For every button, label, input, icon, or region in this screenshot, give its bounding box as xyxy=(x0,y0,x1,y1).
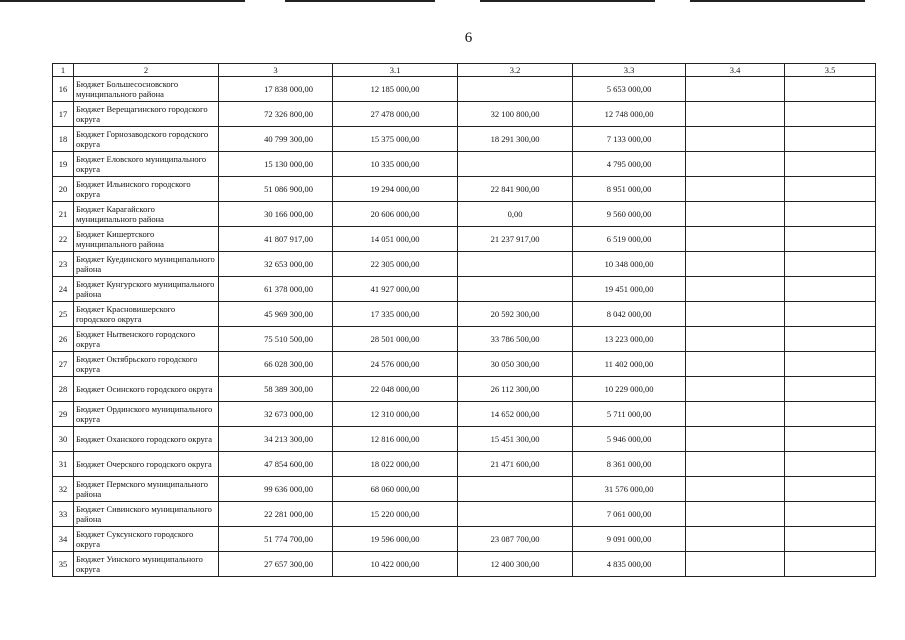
amount-col-3-cell: 17 838 000,00 xyxy=(219,77,333,102)
row-number-cell: 32 xyxy=(53,477,74,502)
budget-name-cell: Бюджет Ильинского городского округа xyxy=(74,177,219,202)
amount-col-3-4-cell xyxy=(686,352,785,377)
budget-name-cell: Бюджет Еловского муниципального округа xyxy=(74,152,219,177)
table-row xyxy=(53,302,876,327)
amount-col-3-cell: 15 130 000,00 xyxy=(219,152,333,177)
amount-col-3-cell: 30 166 000,00 xyxy=(219,202,333,227)
amount-col-3-4-cell xyxy=(686,477,785,502)
table-row xyxy=(53,352,876,377)
amount-col-3-2-cell xyxy=(458,77,573,102)
amount-col-3-4-cell xyxy=(686,427,785,452)
amount-col-3-1-cell: 28 501 000,00 xyxy=(333,327,458,352)
amount-col-3-2-cell: 14 652 000,00 xyxy=(458,402,573,427)
row-number-cell: 33 xyxy=(53,502,74,527)
table-row xyxy=(53,502,876,527)
amount-col-3-cell: 47 854 600,00 xyxy=(219,452,333,477)
column-header: 3 xyxy=(219,64,333,77)
row-number-cell: 29 xyxy=(53,402,74,427)
amount-col-3-2-cell xyxy=(458,152,573,177)
amount-col-3-4-cell xyxy=(686,102,785,127)
amount-col-3-1-cell: 19 294 000,00 xyxy=(333,177,458,202)
amount-col-3-2-cell xyxy=(458,502,573,527)
table-row xyxy=(53,102,876,127)
row-number-cell: 21 xyxy=(53,202,74,227)
amount-col-3-3-cell: 6 519 000,00 xyxy=(573,227,686,252)
column-header: 3.3 xyxy=(573,64,686,77)
amount-col-3-5-cell xyxy=(785,552,876,577)
column-header: 2 xyxy=(74,64,219,77)
amount-col-3-1-cell: 10 335 000,00 xyxy=(333,152,458,177)
amount-col-3-1-cell: 10 422 000,00 xyxy=(333,552,458,577)
table-row xyxy=(53,477,876,502)
budget-name-cell: Бюджет Нытвенского городского округа xyxy=(74,327,219,352)
budget-name-cell: Бюджет Красновишерского городского округа xyxy=(74,302,219,327)
column-header: 1 xyxy=(53,64,74,77)
amount-col-3-1-cell: 68 060 000,00 xyxy=(333,477,458,502)
amount-col-3-3-cell: 5 946 000,00 xyxy=(573,427,686,452)
amount-col-3-1-cell: 17 335 000,00 xyxy=(333,302,458,327)
amount-col-3-5-cell xyxy=(785,227,876,252)
budget-name-cell: Бюджет Сивинского муниципального района xyxy=(74,502,219,527)
budget-name-cell: Бюджет Ординского муниципального округа xyxy=(74,402,219,427)
amount-col-3-5-cell xyxy=(785,77,876,102)
amount-col-3-3-cell: 8 042 000,00 xyxy=(573,302,686,327)
row-number-cell: 23 xyxy=(53,252,74,277)
budget-name-cell: Бюджет Карагайского муниципального района xyxy=(74,202,219,227)
budget-name-cell: Бюджет Куединского муниципального района xyxy=(74,252,219,277)
table-body xyxy=(53,77,876,577)
amount-col-3-cell: 66 028 300,00 xyxy=(219,352,333,377)
budget-name-cell: Бюджет Очерского городского округа xyxy=(74,452,219,477)
amount-col-3-5-cell xyxy=(785,277,876,302)
amount-col-3-2-cell xyxy=(458,477,573,502)
amount-col-3-2-cell: 15 451 300,00 xyxy=(458,427,573,452)
amount-col-3-3-cell: 8 361 000,00 xyxy=(573,452,686,477)
amount-col-3-3-cell: 12 748 000,00 xyxy=(573,102,686,127)
budget-name-cell: Бюджет Кишертского муниципального района xyxy=(74,227,219,252)
amount-col-3-cell: 41 807 917,00 xyxy=(219,227,333,252)
amount-col-3-2-cell: 30 050 300,00 xyxy=(458,352,573,377)
amount-col-3-3-cell: 10 229 000,00 xyxy=(573,377,686,402)
budget-name-cell: Бюджет Пермского муниципального района xyxy=(74,477,219,502)
amount-col-3-4-cell xyxy=(686,552,785,577)
amount-col-3-cell: 22 281 000,00 xyxy=(219,502,333,527)
table-row xyxy=(53,227,876,252)
amount-col-3-3-cell: 7 133 000,00 xyxy=(573,127,686,152)
amount-col-3-1-cell: 15 220 000,00 xyxy=(333,502,458,527)
amount-col-3-2-cell xyxy=(458,252,573,277)
amount-col-3-3-cell: 4 795 000,00 xyxy=(573,152,686,177)
amount-col-3-1-cell: 19 596 000,00 xyxy=(333,527,458,552)
table-row xyxy=(53,327,876,352)
amount-col-3-cell: 61 378 000,00 xyxy=(219,277,333,302)
table-row xyxy=(53,402,876,427)
row-number-cell: 35 xyxy=(53,552,74,577)
amount-col-3-cell: 45 969 300,00 xyxy=(219,302,333,327)
amount-col-3-5-cell xyxy=(785,477,876,502)
amount-col-3-5-cell xyxy=(785,102,876,127)
row-number-cell: 18 xyxy=(53,127,74,152)
amount-col-3-3-cell: 11 402 000,00 xyxy=(573,352,686,377)
amount-col-3-4-cell xyxy=(686,152,785,177)
table-row xyxy=(53,252,876,277)
amount-col-3-4-cell xyxy=(686,177,785,202)
amount-col-3-3-cell: 19 451 000,00 xyxy=(573,277,686,302)
table-row xyxy=(53,177,876,202)
row-number-cell: 19 xyxy=(53,152,74,177)
amount-col-3-5-cell xyxy=(785,352,876,377)
budget-name-cell: Бюджет Горнозаводского городского округа xyxy=(74,127,219,152)
table-row xyxy=(53,152,876,177)
amount-col-3-5-cell xyxy=(785,502,876,527)
table-row xyxy=(53,527,876,552)
row-number-cell: 28 xyxy=(53,377,74,402)
table-row xyxy=(53,552,876,577)
amount-col-3-1-cell: 12 310 000,00 xyxy=(333,402,458,427)
amount-col-3-cell: 75 510 500,00 xyxy=(219,327,333,352)
table-row xyxy=(53,277,876,302)
row-number-cell: 22 xyxy=(53,227,74,252)
amount-col-3-4-cell xyxy=(686,127,785,152)
amount-col-3-4-cell xyxy=(686,452,785,477)
amount-col-3-3-cell: 5 711 000,00 xyxy=(573,402,686,427)
amount-col-3-2-cell: 21 237 917,00 xyxy=(458,227,573,252)
amount-col-3-5-cell xyxy=(785,302,876,327)
amount-col-3-3-cell: 9 091 000,00 xyxy=(573,527,686,552)
top-border-line xyxy=(480,0,655,2)
amount-col-3-5-cell xyxy=(785,427,876,452)
budget-name-cell: Бюджет Верещагинского городского округа xyxy=(74,102,219,127)
amount-col-3-cell: 72 326 800,00 xyxy=(219,102,333,127)
table-row xyxy=(53,127,876,152)
amount-col-3-1-cell: 12 816 000,00 xyxy=(333,427,458,452)
amount-col-3-1-cell: 18 022 000,00 xyxy=(333,452,458,477)
row-number-cell: 34 xyxy=(53,527,74,552)
amount-col-3-cell: 51 774 700,00 xyxy=(219,527,333,552)
amount-col-3-2-cell: 20 592 300,00 xyxy=(458,302,573,327)
amount-col-3-2-cell: 26 112 300,00 xyxy=(458,377,573,402)
amount-col-3-3-cell: 7 061 000,00 xyxy=(573,502,686,527)
amount-col-3-cell: 32 673 000,00 xyxy=(219,402,333,427)
amount-col-3-5-cell xyxy=(785,327,876,352)
amount-col-3-4-cell xyxy=(686,527,785,552)
amount-col-3-3-cell: 5 653 000,00 xyxy=(573,77,686,102)
amount-col-3-4-cell xyxy=(686,77,785,102)
amount-col-3-cell: 32 653 000,00 xyxy=(219,252,333,277)
row-number-cell: 20 xyxy=(53,177,74,202)
table-row xyxy=(53,427,876,452)
amount-col-3-4-cell xyxy=(686,277,785,302)
amount-col-3-3-cell: 13 223 000,00 xyxy=(573,327,686,352)
row-number-cell: 31 xyxy=(53,452,74,477)
amount-col-3-5-cell xyxy=(785,177,876,202)
amount-col-3-3-cell: 31 576 000,00 xyxy=(573,477,686,502)
amount-col-3-5-cell xyxy=(785,127,876,152)
amount-col-3-2-cell: 21 471 600,00 xyxy=(458,452,573,477)
amount-col-3-2-cell: 32 100 800,00 xyxy=(458,102,573,127)
amount-col-3-4-cell xyxy=(686,402,785,427)
table-header-row xyxy=(53,64,876,77)
amount-col-3-2-cell: 23 087 700,00 xyxy=(458,527,573,552)
amount-col-3-2-cell: 22 841 900,00 xyxy=(458,177,573,202)
budget-name-cell: Бюджет Октябрьского городского округа xyxy=(74,352,219,377)
amount-col-3-cell: 40 799 300,00 xyxy=(219,127,333,152)
amount-col-3-1-cell: 14 051 000,00 xyxy=(333,227,458,252)
amount-col-3-5-cell xyxy=(785,152,876,177)
budget-name-cell: Бюджет Суксунского городского округа xyxy=(74,527,219,552)
amount-col-3-1-cell: 41 927 000,00 xyxy=(333,277,458,302)
row-number-cell: 25 xyxy=(53,302,74,327)
row-number-cell: 27 xyxy=(53,352,74,377)
top-border-line xyxy=(285,0,435,2)
top-border-line xyxy=(690,0,865,2)
amount-col-3-5-cell xyxy=(785,377,876,402)
amount-col-3-2-cell: 12 400 300,00 xyxy=(458,552,573,577)
amount-col-3-4-cell xyxy=(686,502,785,527)
amount-col-3-cell: 34 213 300,00 xyxy=(219,427,333,452)
column-header: 3.2 xyxy=(458,64,573,77)
amount-col-3-3-cell: 10 348 000,00 xyxy=(573,252,686,277)
amount-col-3-2-cell xyxy=(458,277,573,302)
budget-name-cell: Бюджет Большесосновского муниципального района xyxy=(74,77,219,102)
amount-col-3-1-cell: 22 305 000,00 xyxy=(333,252,458,277)
amount-col-3-1-cell: 20 606 000,00 xyxy=(333,202,458,227)
column-header: 3.1 xyxy=(333,64,458,77)
budget-name-cell: Бюджет Оханского городского округа xyxy=(74,427,219,452)
amount-col-3-5-cell xyxy=(785,452,876,477)
amount-col-3-2-cell: 33 786 500,00 xyxy=(458,327,573,352)
amount-col-3-4-cell xyxy=(686,202,785,227)
amount-col-3-5-cell xyxy=(785,202,876,227)
budget-name-cell: Бюджет Кунгурского муниципального района xyxy=(74,277,219,302)
amount-col-3-5-cell xyxy=(785,252,876,277)
amount-col-3-3-cell: 4 835 000,00 xyxy=(573,552,686,577)
amount-col-3-cell: 99 636 000,00 xyxy=(219,477,333,502)
row-number-cell: 16 xyxy=(53,77,74,102)
budget-table xyxy=(52,63,876,577)
amount-col-3-5-cell xyxy=(785,527,876,552)
column-header: 3.4 xyxy=(686,64,785,77)
amount-col-3-4-cell xyxy=(686,327,785,352)
amount-col-3-2-cell: 0,00 xyxy=(458,202,573,227)
table-row xyxy=(53,377,876,402)
top-border-line xyxy=(0,0,245,2)
amount-col-3-4-cell xyxy=(686,227,785,252)
amount-col-3-3-cell: 8 951 000,00 xyxy=(573,177,686,202)
column-header: 3.5 xyxy=(785,64,876,77)
row-number-cell: 17 xyxy=(53,102,74,127)
amount-col-3-1-cell: 24 576 000,00 xyxy=(333,352,458,377)
row-number-cell: 30 xyxy=(53,427,74,452)
amount-col-3-4-cell xyxy=(686,252,785,277)
amount-col-3-cell: 58 389 300,00 xyxy=(219,377,333,402)
row-number-cell: 24 xyxy=(53,277,74,302)
budget-name-cell: Бюджет Осинского городского округа xyxy=(74,377,219,402)
amount-col-3-4-cell xyxy=(686,302,785,327)
amount-col-3-1-cell: 12 185 000,00 xyxy=(333,77,458,102)
amount-col-3-4-cell xyxy=(686,377,785,402)
table-row xyxy=(53,77,876,102)
amount-col-3-1-cell: 27 478 000,00 xyxy=(333,102,458,127)
amount-col-3-cell: 27 657 300,00 xyxy=(219,552,333,577)
amount-col-3-1-cell: 22 048 000,00 xyxy=(333,377,458,402)
amount-col-3-5-cell xyxy=(785,402,876,427)
amount-col-3-1-cell: 15 375 000,00 xyxy=(333,127,458,152)
budget-name-cell: Бюджет Уинского муниципального округа xyxy=(74,552,219,577)
page-number: 6 xyxy=(464,30,473,46)
amount-col-3-2-cell: 18 291 300,00 xyxy=(458,127,573,152)
table-row xyxy=(53,202,876,227)
amount-col-3-cell: 51 086 900,00 xyxy=(219,177,333,202)
table-row xyxy=(53,452,876,477)
row-number-cell: 26 xyxy=(53,327,74,352)
amount-col-3-3-cell: 9 560 000,00 xyxy=(573,202,686,227)
